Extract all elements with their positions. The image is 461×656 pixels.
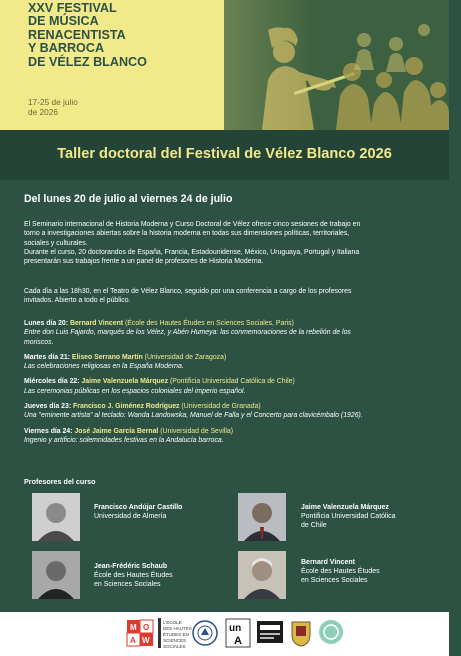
moaw-logo <box>127 620 153 648</box>
session-institution: (Pontificia Universidad Católica de Chile) <box>169 378 295 386</box>
session-list <box>24 319 434 451</box>
professors-heading: Profesores del curso <box>24 477 96 486</box>
professor-card <box>301 503 461 530</box>
session-item <box>24 427 434 446</box>
date-range: Del lunes 20 de julio al viernes 24 de julio <box>24 193 233 205</box>
una-logo <box>226 619 250 647</box>
paragraph-line: torno a investigaciones abiertas sobre la historia moderna en todas sus dimensiones políticas, territoriales, <box>24 230 350 238</box>
paragraph-line: sociales y culturales. <box>24 239 88 247</box>
session-item <box>24 353 434 372</box>
svg-text:SOCIALES: SOCIALES <box>163 644 186 649</box>
coat-of-arms-logo <box>290 619 312 647</box>
schedule-paragraph <box>24 287 429 306</box>
page-title: Taller doctoral del Festival de Vélez Blanco 2026 <box>57 146 392 162</box>
session-topic: Ingenio y artificio: solemnidades festivas en la Andalucía barroca. <box>24 436 224 444</box>
svg-text:M: M <box>130 623 137 632</box>
avatar <box>238 551 286 599</box>
paragraph-line: invitados. Abierto a todo el público. <box>24 297 131 305</box>
avatar <box>32 493 80 541</box>
session-speaker: Bernard Vincent <box>69 320 124 327</box>
session-day: Miércoles día 22: <box>24 378 80 386</box>
svg-text:A: A <box>130 636 136 645</box>
svg-text:SCIENCES: SCIENCES <box>163 638 187 643</box>
professor-name: Jean-Frédéric Schaub <box>94 563 168 570</box>
session-topic: Las celebraciones religiosas en la España Moderna. <box>24 363 184 371</box>
festival-dates <box>28 97 78 117</box>
session-speaker: Eliseo Serrano Martín <box>71 353 143 361</box>
festival-date-line: de 2026 <box>28 107 58 117</box>
professor-name: Francisco Andújar Castillo <box>94 504 183 511</box>
session-item <box>24 319 434 347</box>
professor-affiliation: Pontificia Universidad Católica <box>301 513 396 520</box>
session-day: Lunes día 20: <box>24 320 69 327</box>
university-seal-logo <box>192 620 218 648</box>
professor-card <box>301 558 461 585</box>
svg-text:ÉTUDES EN: ÉTUDES EN <box>163 632 189 637</box>
sponsor-logos <box>0 612 449 656</box>
professor-affiliation: École des Hautes Études <box>94 572 173 579</box>
professor-affiliation: en Sciences Sociales <box>301 577 368 584</box>
festival-title-line: XXV FESTIVAL <box>28 1 117 15</box>
session-day: Viernes día 24: <box>24 427 73 435</box>
session-speaker: Jaime Valenzuela Márquez <box>81 378 169 386</box>
dark-badge-logo <box>257 621 283 649</box>
festival-title <box>28 2 218 69</box>
avatar <box>32 551 80 599</box>
svg-text:W: W <box>142 636 150 645</box>
session-item <box>24 402 434 421</box>
festival-title-line: DE VÉLEZ BLANCO <box>28 54 147 69</box>
svg-text:un: un <box>229 623 242 634</box>
festival-header <box>0 0 449 130</box>
intro-paragraph <box>24 220 429 266</box>
musicians-illustration <box>224 0 449 130</box>
session-topic: Una "eminente artista" al teclado: Wanda Landowska, Manuel de Falla y el Concerto para clavicémbalo (1926). <box>24 412 363 420</box>
session-institution: (Universidad de Sevilla) <box>160 427 234 435</box>
session-institution: (Universidad de Zaragoza) <box>144 353 227 361</box>
session-topic: Entre don Luis Fajardo, marqués de los Vélez, y Abén Humeya: las conmemoraciones de la rebelión de los <box>24 329 351 337</box>
session-day: Jueves día 23: <box>24 403 72 411</box>
paragraph-line: presentarán sus trabajos frente a un panel de profesores de Historia Moderna. <box>24 258 264 266</box>
session-item <box>24 377 434 396</box>
professor-affiliation: en Sciences Sociales <box>94 581 161 588</box>
svg-text:O: O <box>143 623 150 632</box>
session-institution: (École des Hautes Études en Sciences Sociales, Paris) <box>125 320 294 327</box>
festival-title-line: RENACENTISTA <box>28 27 126 42</box>
paragraph-line: Cada día a las 18h30, en el Teatro de Vélez Blanco, seguido por una conferencia a cargo de los profesores <box>24 288 352 295</box>
avatar <box>238 493 286 541</box>
svg-text:A: A <box>234 635 242 647</box>
paragraph-line: Durante el curso, 20 doctorandos de España, Francia, Estadounidense, México, Uruguaya, Portugal y Italiana <box>24 248 360 256</box>
session-speaker: Francisco J. Giménez Rodríguez <box>73 403 180 411</box>
ehess-logo <box>158 618 192 649</box>
session-day: Martes día 21: <box>24 353 70 361</box>
session-institution: (Universidad de Granada) <box>181 403 261 411</box>
professor-card <box>94 562 254 589</box>
paragraph-line: El Seminario internacional de Historia Moderna y Curso Doctoral de Vélez ofrece cinco sesiones de trabajo en <box>24 221 361 228</box>
professor-affiliation: École des Hautes Études <box>301 568 380 575</box>
session-topic: Las ceremonias públicas en los espacios coloniales del imperio español. <box>24 387 246 395</box>
festival-title-line: DE MÚSICA <box>28 14 99 29</box>
professor-affiliation: de Chile <box>301 522 327 529</box>
professor-affiliation: Universidad de Almería <box>94 513 167 520</box>
professor-name: Bernard Vincent <box>301 559 355 566</box>
festival-title-line: Y BARROCA <box>28 41 105 56</box>
professor-card <box>94 503 254 521</box>
professor-name: Jaime Valenzuela Márquez <box>301 504 389 511</box>
svg-text:L'ÉCOLE: L'ÉCOLE <box>163 620 182 625</box>
session-speaker: José Jaime García Bernal <box>74 427 159 435</box>
svg-text:DES HAUTES: DES HAUTES <box>163 626 192 631</box>
green-circle-logo <box>318 619 344 647</box>
session-topic: moriscos. <box>24 338 54 346</box>
festival-date-line: 17-25 de julio <box>28 97 78 107</box>
